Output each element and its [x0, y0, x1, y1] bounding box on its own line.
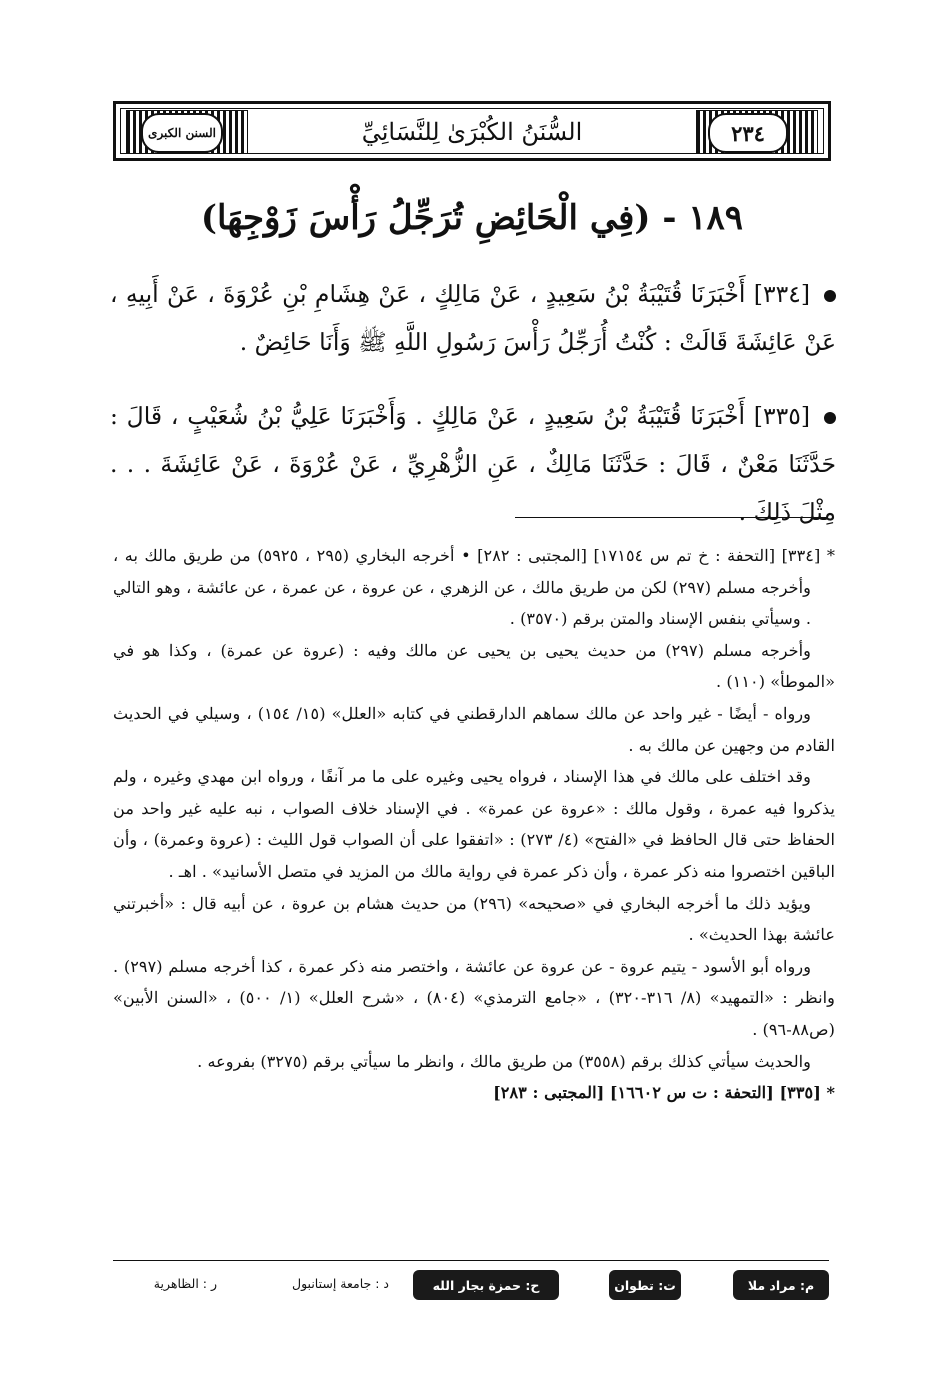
page-header [113, 101, 831, 161]
hadith-text: [٣٣٤] أَخْبَرَنَا قُتَيْبَةُ بْنُ سَعِيدٍ ، عَنْ مَالِكٍ ، عَنْ هِشَامِ بْنِ عُرْوَةَ ، عَنْ أَبِيهِ ، عَنْ عَائِشَةَ قَالَتْ : كُنْتُ أُرَجِّلُ رَأْسَ رَسُولِ اللَّهِ ﷺ وَأَنَا حَائِضٌ . [110, 280, 836, 356]
manuscript-label-r: ر : الظاهرية [153, 1276, 217, 1291]
footnote-335-header: * [٣٣٥] [التحفة : ت س ١٦٦٠٢] [المجتبى : ٢٨٣] [493, 1083, 835, 1103]
footnote-divider [515, 517, 828, 518]
footnote-paragraph: والحديث سيأتي كذلك برقم (٣٥٥٨) من طريق مالك ، وانظر ما سيأتي برقم (٣٢٧٥) بفروعه . [197, 1051, 811, 1071]
manuscript-label-m: م: مراد ملا [733, 1270, 829, 1300]
footer-divider [113, 1260, 829, 1261]
hadith-334 [110, 270, 836, 366]
manuscript-label-t: ت: تطوان [609, 1270, 681, 1300]
page-number: ٢٣٤ [708, 113, 788, 153]
book-logo: السنن الكبرى [141, 113, 223, 153]
bullet-icon [824, 290, 836, 302]
footnote-paragraph: ورواه أبو الأسود - يتيم عروة - عن عروة عن عائشة ، واختصر منه ذكر عمرة ، كذا أخرجه مسلم (٢٩٧) . وانظر : «التمهيد» (٨/ ٣١٦-٣٢٠) ، «جامع الترمذي» (٨٠٤) ، «شرح العلل» (١/ ٥٠٠) ، «السنن الأبين» (ص٨٨-٩٦) . [113, 956, 835, 1039]
manuscript-label-h: ح: حمزة بجار الله [413, 1270, 559, 1300]
footnote-paragraph: وقد اختلف على مالك في هذا الإسناد ، فرواه يحيى وغيره على ما مر آنفًا ، ورواه ابن مهدي وغيره ، ولم يذكروا فيه عمرة ، وقول مالك : «عروة عن عمرة» . في الإسناد خلاف الصواب ، نبه عليه غير واحد من الحفاظ حتى قال الحافظ في «الفتح» (٤/ ٢٧٣) : «اتفقوا على أن الصواب قول الليث : (عروة وعمرة) ، وأن الباقين اختصروا منه ذكر عمرة ، وأن ذكر عمرة في رواية مالك من المزيد في متصل الأسانيد» . اهـ . [113, 767, 835, 881]
footnote-paragraph: وأخرجه مسلم (٢٩٧) من حديث يحيى بن يحيى عن مالك وفيه : (عروة عن عمرة) ، وكذا هو في «الموطأ» (١١٠) . [113, 640, 835, 692]
footnote-334-header: * [٣٣٤] [التحفة : خ تم س ١٧١٥٤] [المجتبى : ٢٨٢] • أخرجه البخاري (٢٩٥ ، ٥٩٢٥) من طريق مالك به ، وأخرجه مسلم (٢٩٧) لكن من طريق مالك ، عن الزهري ، عن عروة ، عن عمرة ، عن عائشة ، وهو التالي . وسيأتي بنفس الإسناد والمتن برقم (٣٥٧٠) . [113, 546, 835, 629]
book-title: السُّنَنُ الكُبْرَىٰ لِلنَّسَائِيِّ [361, 118, 583, 146]
footnote-paragraph: ورواه - أيضًا - غير واحد عن مالك سماهم الدارقطني في كتابه «العلل» (١٥/ ١٥٤) ، وسيلي في الحديث القادم من وجهين عن مالك به . [113, 703, 835, 755]
manuscript-label-d: د : جامعة إستانبول [292, 1276, 389, 1291]
hadith-text: [٣٣٥] أَخْبَرَنَا قُتَيْبَةُ بْنُ سَعِيدٍ ، عَنْ مَالِكٍ . وَأَخْبَرَنَا عَلِيُّ بْنُ شُعَيْبٍ ، قَالَ : حَدَّثَنَا مَعْنٌ ، قَالَ : حَدَّثَنَا مَالِكٌ ، عَنِ الزُّهْرِيِّ ، عَنْ عُرْوَةَ ، عَنْ عَائِشَةَ . . . مِثْلَ ذَلِكَ . [110, 402, 836, 526]
manuscript-legend [113, 1268, 829, 1304]
footnotes [113, 540, 835, 1109]
footnote-paragraph: ويؤيد ذلك ما أخرجه البخاري في «صحيحه» (٢٩٦) من حديث هشام بن عروة ، عن أبيه قال : «أخبرتني عائشة بهذا الحديث» . [113, 893, 835, 945]
chapter-heading: ١٨٩ - (فِي الْحَائِضِ تُرَجِّلُ رَأْسَ زَوْجِهَا) [200, 198, 744, 238]
hadith-335 [110, 392, 836, 536]
bullet-icon [824, 412, 836, 424]
